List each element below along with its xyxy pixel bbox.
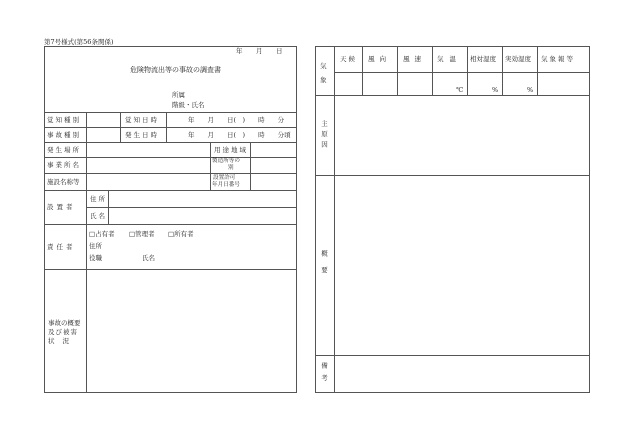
occurrence-datetime-label: 発生日時 [125,131,159,139]
awareness-datetime-label: 覚知日時 [125,116,159,124]
summary-label-2: 及び被害 [48,328,78,336]
occupant-checkbox[interactable]: □占有者 [89,230,115,238]
temperature-unit: ℃ [456,86,464,94]
form-number: 第7号様式(第56条関係) [44,38,114,46]
date-day: 日 [276,47,283,55]
awareness-type-label: 覚知種別 [47,116,81,124]
manufacturer-type-label-1: 製造所等の [212,158,240,164]
date-month: 月 [256,47,263,55]
responsible-address-label: 住所 [89,242,102,250]
weather-header-4: 相対湿度 [470,55,496,63]
zoning-label: 用途地域 [214,146,248,154]
affiliation-label: 所属 [172,91,185,99]
remarks-label: 備考 [320,362,328,387]
permit-label-1: 設置許可 [213,175,236,181]
manufacturer-type-label-2: 別 [228,165,234,171]
weather-header-2: 風速 [403,55,426,63]
installer-name-label: 氏名 [90,212,107,220]
effective-humidity-unit: % [527,86,534,94]
weather-header-1: 風向 [368,55,391,63]
owner-checkbox[interactable]: □所有者 [168,230,194,238]
responsible-position-label: 役職 [89,254,102,262]
business-name-label: 事業所名 [47,161,81,169]
responsible-label: 責任者 [47,243,76,251]
date-year: 年 [236,47,243,55]
manager-checkbox[interactable]: □管理者 [129,230,155,238]
rank-name-label: 階級・氏名 [172,101,205,109]
facility-name-label: 施設名称等 [47,178,80,186]
summary-label-1: 事故の概要 [48,319,81,327]
weather-header-6: 気象報等 [541,55,575,63]
weather-label-1 [320,59,328,87]
weather-label: 気象 [320,62,327,84]
awareness-time-value: 年 月 日( ) 時 分 [188,116,285,124]
overview-label: 概要 [320,250,328,283]
accident-type-label: 事故種別 [47,131,81,139]
occurrence-time-value: 年 月 日( ) 時 分頃 [188,131,291,139]
main-cause-label: 主原因 [320,120,328,152]
responsible-name-label: 氏名 [142,254,155,262]
summary-label-3: 状況 [48,337,77,345]
weather-header-3: 気温 [437,55,462,63]
permit-label-2: 年月日番号 [212,182,240,188]
installer-address-label: 住所 [90,195,107,203]
weather-header-0: 天候 [340,55,357,63]
installer-label: 設置者 [47,203,76,211]
right-form [315,46,590,393]
left-form [44,46,297,393]
weather-header-5: 実効湿度 [505,55,531,63]
document-title: 危険物流出等の事故の調査書 [130,66,221,74]
relative-humidity-unit: % [492,86,499,94]
location-label: 発生場所 [47,146,81,154]
